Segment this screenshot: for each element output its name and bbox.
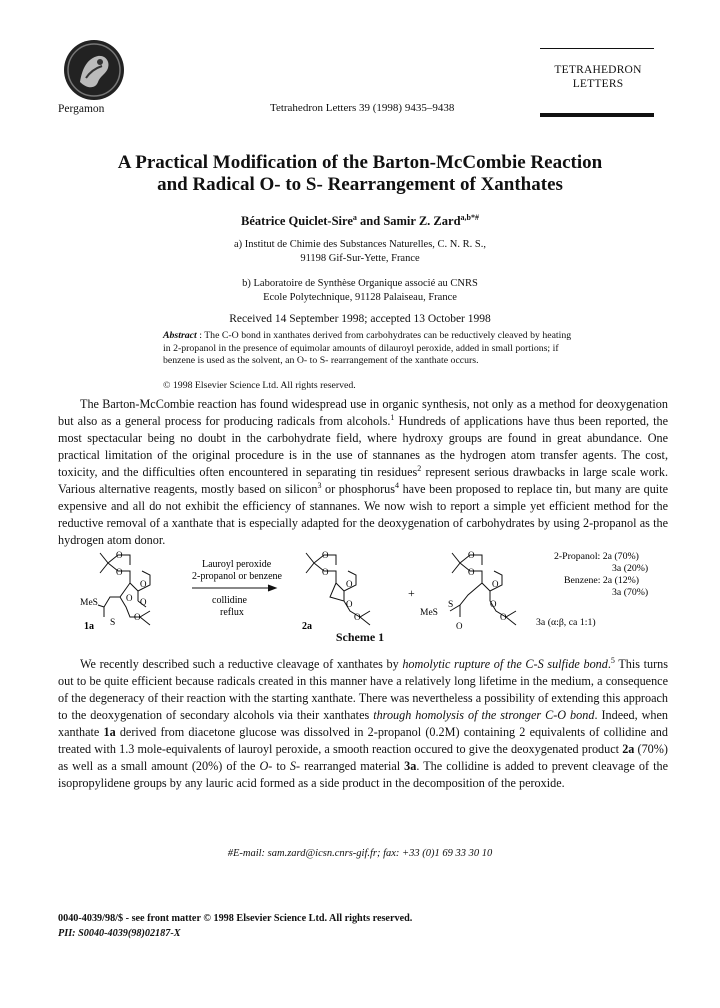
p2-bold-1a: 1a (103, 725, 116, 739)
ref-3: 3 (317, 481, 322, 490)
result-4: 3a (70%) (612, 587, 649, 598)
ref-5: 5 (610, 656, 615, 665)
abstract (163, 330, 579, 368)
label-1a: 1a (84, 621, 94, 632)
publisher-name: Pergamon (58, 103, 105, 115)
header-rule-top (540, 48, 654, 49)
abstract-text: : The C-O bond in xanthates derived from carbohydrates can be reductively cleaved by heating in 2-propanol in the presence of equimolar amounts of dilauroyl peroxide, added in small portions; if benzene is used as the solvent, an O- to S- rearrangement of the xanthate occurs. (163, 330, 572, 367)
p1-text-5: have been proposed to replace tin, but many are quite expensive and all do not exhibit the efficiency of stannanes. We now wish to report a simple yet efficient method for the reductive removal of a xanthate that is especially adapted for the deoxygenation of carbohydrates by using 2-propanol as the hydrogen atom donor. (58, 482, 668, 547)
p2-bold-3a: 3a (404, 759, 417, 773)
journal-name (540, 63, 656, 91)
author-1-affil: a (352, 213, 357, 222)
abstract-label: Abstract (163, 330, 197, 341)
atom-o-1: O (116, 550, 123, 560)
label-2a: 2a (302, 621, 312, 632)
atom-o-17: O (500, 612, 507, 622)
atom-o-8: O (322, 567, 329, 577)
author-1: Béatrice Quiclet-Sire (241, 214, 353, 228)
authors-and: and (356, 214, 384, 228)
received-dates: Received 14 September 1998; accepted 13 October 1998 (229, 313, 491, 325)
affiliation-b (160, 277, 560, 305)
affiliation-a-line2: 91198 Gif-Sur-Yette, France (300, 253, 420, 264)
reagent-3: collidine (212, 595, 247, 606)
issn-line: 0040-4039/98/$ - see front matter © 1998 Elsevier Science Ltd. All rights reserved. (58, 913, 413, 924)
p2-italic-2: through homolysis of the stronger C-O bond (373, 708, 595, 722)
reagent-4: reflux (220, 607, 244, 618)
atom-mes-1: MeS (80, 598, 98, 608)
p2-text-9: . The collidine is added to prevent cleavage of the isopropylidene groups by any lauric acid formed as a side product in the decomposition of the peroxide. (58, 759, 668, 790)
results-paragraph (58, 656, 668, 792)
p1-text-1: The Barton-McCombie reaction has found widespread use in organic synthesis, not only as a method for deoxygenation but also as a general process for producing radicals from alcohols. (58, 397, 668, 428)
atom-o-12: O (468, 550, 475, 560)
p2-text-3: This turns out to be quite efficient because radicals created in this manner have a relatively long lifetime in the medium, a consequence of the degeneracy of their reaction with the starting xanthate. There was nevertheless a possibility of extending this approach to the deoxygenation of secondary alcohols via their xanthates (58, 657, 669, 722)
p1-text-2: Hundreds of applications have thus been reported, the most spectacular being no doubt in the carbohydrate field, where hydroxy groups are found in great abundance. One practical limitation of the original procedure is in the use of stannanes as the hydrogen atom transfer agents. The cost, toxicity, and the difficulties often encountered in separating tin residues (58, 414, 668, 479)
title-line-2: and Radical O- to S- Rearrangement of Xanthates (157, 174, 563, 195)
atom-o-6: O (140, 597, 147, 607)
atom-o-16: O (490, 599, 497, 609)
title-line-1: A Practical Modification of the Barton-McCombie Reaction (117, 152, 603, 173)
scheme-plus: + (408, 586, 415, 600)
atom-o-9: O (346, 579, 353, 589)
scheme-label: Scheme 1 (335, 630, 385, 644)
authors (60, 214, 660, 229)
atom-o-3: O (140, 579, 147, 589)
affiliation-b-line1: b) Laboratoire de Synthèse Organique associé au CNRS (242, 278, 478, 289)
p1-text-4: or phosphorus (321, 482, 395, 496)
result-5: 3a (α:β, ca 1:1) (536, 617, 596, 628)
atom-o-5: O (134, 612, 141, 622)
journal-name-line1: TETRAHEDRON (554, 64, 642, 76)
p2-text-2: . (607, 657, 611, 671)
p2-text-4: . Indeed, when xanthate (58, 708, 669, 739)
atom-s-2: S (448, 600, 454, 610)
article-title (60, 152, 660, 196)
affiliation-a (160, 238, 560, 266)
publisher-logo (62, 38, 126, 102)
reagent-2: 2-propanol or benzene (192, 571, 282, 582)
p2-text-7: - to (268, 759, 290, 773)
p2-italic-o: O (259, 759, 269, 773)
atom-o-13: O (468, 567, 475, 577)
affiliation-b-line2: Ecole Polytechnique, 91128 Palaiseau, France (263, 292, 457, 303)
author-2-affil: a,b*# (460, 213, 479, 222)
ref-1: 1 (390, 413, 395, 422)
p2-italic-1: homolytic rupture of the C-S sulfide bond (402, 657, 608, 671)
atom-mes-2: MeS (420, 608, 438, 618)
atom-o-4: O (126, 593, 133, 603)
ref-4: 4 (394, 481, 399, 490)
header-rule-bottom (540, 113, 654, 117)
reagent-1: Lauroyl peroxide (202, 559, 272, 570)
result-1: 2-Propanol: 2a (70%) (554, 551, 639, 562)
result-3: Benzene: 2a (12%) (564, 575, 640, 586)
affiliation-a-line1: a) Institut de Chimie des Substances Naturelles, C. N. R. S., (234, 239, 486, 250)
ref-2: 2 (417, 464, 422, 473)
pii-line: PII: S0040-4039(98)02187-X (58, 928, 181, 939)
p2-text-6: (70%) as well as a small amount (20%) of the (58, 742, 668, 773)
atom-o-11: O (354, 612, 361, 622)
atom-o-14: O (492, 579, 499, 589)
p2-text-1: We recently described such a reductive cleavage of xanthates by (80, 657, 403, 671)
atom-o-7: O (322, 550, 329, 560)
abstract-copyright: © 1998 Elsevier Science Ltd. All rights reserved. (163, 380, 356, 391)
journal-citation: Tetrahedron Letters 39 (1998) 9435–9438 (270, 102, 455, 114)
p1-text-3: represent serious drawbacks in large scale work. Various alternative reagents, mostly based on silicon (58, 465, 668, 496)
p2-text-5: derived from diacetone glucose was dissolved in 2-propanol (0.2M) containing 2 equivalents of collidine and treated with 1.3 mole-equivalents of lauroyl peroxide, a smooth reaction occured to give the deoxygenated product (58, 725, 668, 756)
corresponding-footnote: #E-mail: sam.zard@icsn.cnrs-gif.fr; fax: +33 (0)1 69 33 30 10 (227, 848, 493, 859)
journal-name-line2: LETTERS (572, 78, 624, 90)
p2-text-8: - rearranged material (295, 759, 405, 773)
intro-paragraph (58, 396, 668, 549)
p2-bold-2a: 2a (622, 742, 635, 756)
atom-s-1: S (110, 618, 116, 628)
author-2: Samir Z. Zard (383, 214, 461, 228)
result-2: 3a (20%) (612, 563, 649, 574)
atom-o-10: O (346, 599, 353, 609)
atom-o-2: O (116, 567, 123, 577)
atom-o-15: O (456, 621, 463, 631)
p2-italic-s: S (289, 759, 296, 773)
